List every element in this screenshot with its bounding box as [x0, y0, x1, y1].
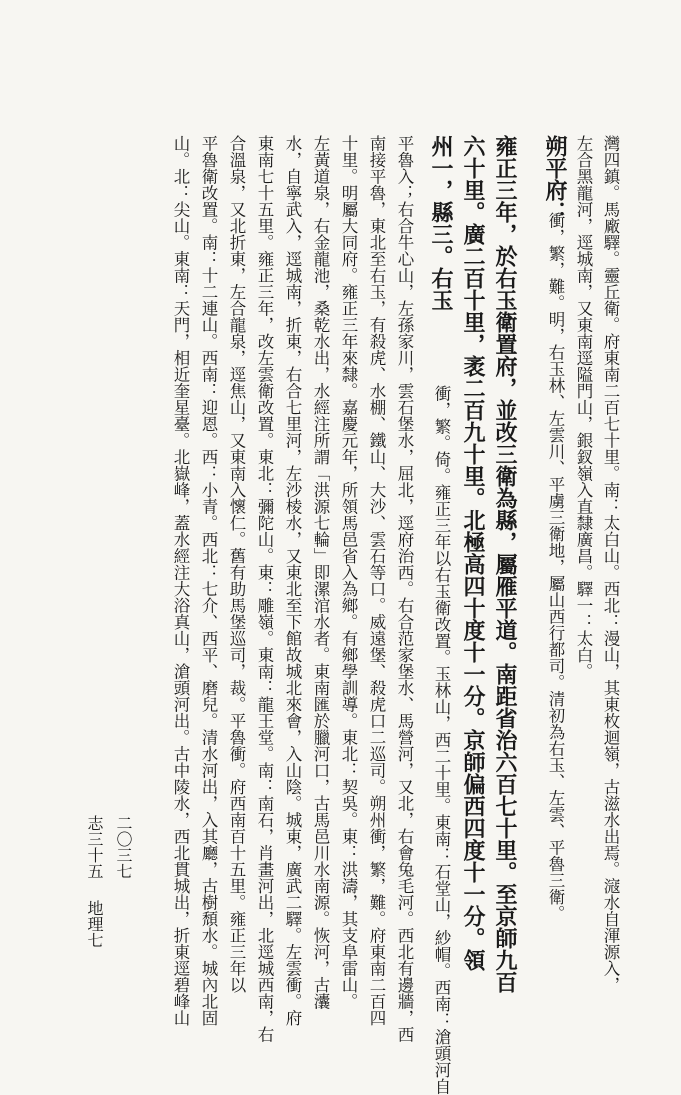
- heading-column: 朔平府：: [542, 135, 568, 223]
- text-column: 左黃道泉，右金龍池，桑乾水出，水經注所謂「洪源七輪」即漯涫水者。東南匯於臘河口，古馬邑川水南源。恢河，古灢: [311, 135, 330, 1010]
- text-column: 衝，繁。倚。雍正三年以右玉衛改置。玉林山，西二十里。東南：石堂山，紗帽。西南：滄頭河自: [432, 385, 451, 1095]
- text-column: 左合黑龍河，逕城南，又東南逕隘門山，銀釵嶺入直隸廣昌。驛一：太白。: [574, 135, 593, 680]
- text-column: 州一，縣三。右玉: [428, 135, 454, 311]
- volume-label: 志三十五: [85, 815, 104, 879]
- text-column: 山。北：尖山。東南：天門，相近奎星臺。北嶽峰，蓋水經注大浴真山，滄頭河出。古中陵水，西北貫城出，折東逕碧峰山: [171, 135, 190, 1026]
- text-column: 合溫泉，又北折東，左合龍泉，逕焦山，又東南入懷仁。舊有助馬堡巡司，裁。平魯衝。府西南百十五里。雍正三年以: [227, 135, 246, 993]
- text-column: 六十里。廣二百十里，袤二百九十里。北極高四十度十一分。京師偏西四度十一分。領: [460, 135, 486, 971]
- text-column: 水，自寧武入，逕城南，折東，右合七里河，左沙棱水，又東北至下館故城北來會，入山陰。城東，廣武二驛。左雲衝。府: [283, 135, 302, 1026]
- section-label: 地理七: [85, 900, 104, 948]
- text-column: 十里。明屬大同府。雍正三年來隸。嘉慶元年，所領馬邑省入為鄉。有鄉學訓導。東北：契吳。東：洪濤，其支阜雷山。: [339, 135, 358, 1010]
- text-column: 灣四鎮。馬廠驛。靈丘衛。府東南二百七十里。南：太白山。西北：漫山，其東枚迴嶺，古滋水出焉。滱水自渾源入，: [601, 135, 620, 993]
- text-column: 東南七十五里。雍正三年，改左雲衛改置。東北：彌陀山。東：雕嶺。東南：龍王堂。南：南石，肖畫河出，北逕城西南，右: [255, 135, 274, 1043]
- text-column: 南接平魯，東北至右玉，有殺虎、水棚、鐵山、大沙、雲石等口。威遠堡、殺虎口二巡司。朔州衝，繁，難。府東南二百四: [367, 135, 386, 1026]
- text-column: 雍正三年，於右玉衛置府，並改三衛為縣，屬雁平道。南距省治六百七十里。至京師九百: [492, 135, 518, 993]
- page-number: 二〇三七: [114, 815, 133, 879]
- text-column: 平魯衛改置。南：十二連山。西南：迎恩。西：小青。西北：七介、西平、磨兒。清水河出，入其廳，古樹頹水。城內北固: [199, 135, 218, 1026]
- text-column: 衝，繁，難。明，右玉林、左雲川、平虜三衛地，屬山西行都司。清初為右玉、左雲、平魯三衛。: [546, 212, 565, 922]
- text-column: 平魯入；右合牛心山，左孫家川，雲石堡水，屈北，逕府治西。右合范家堡水、馬營河，又北，右會兔毛河。西北有邊牆，西: [395, 135, 414, 1043]
